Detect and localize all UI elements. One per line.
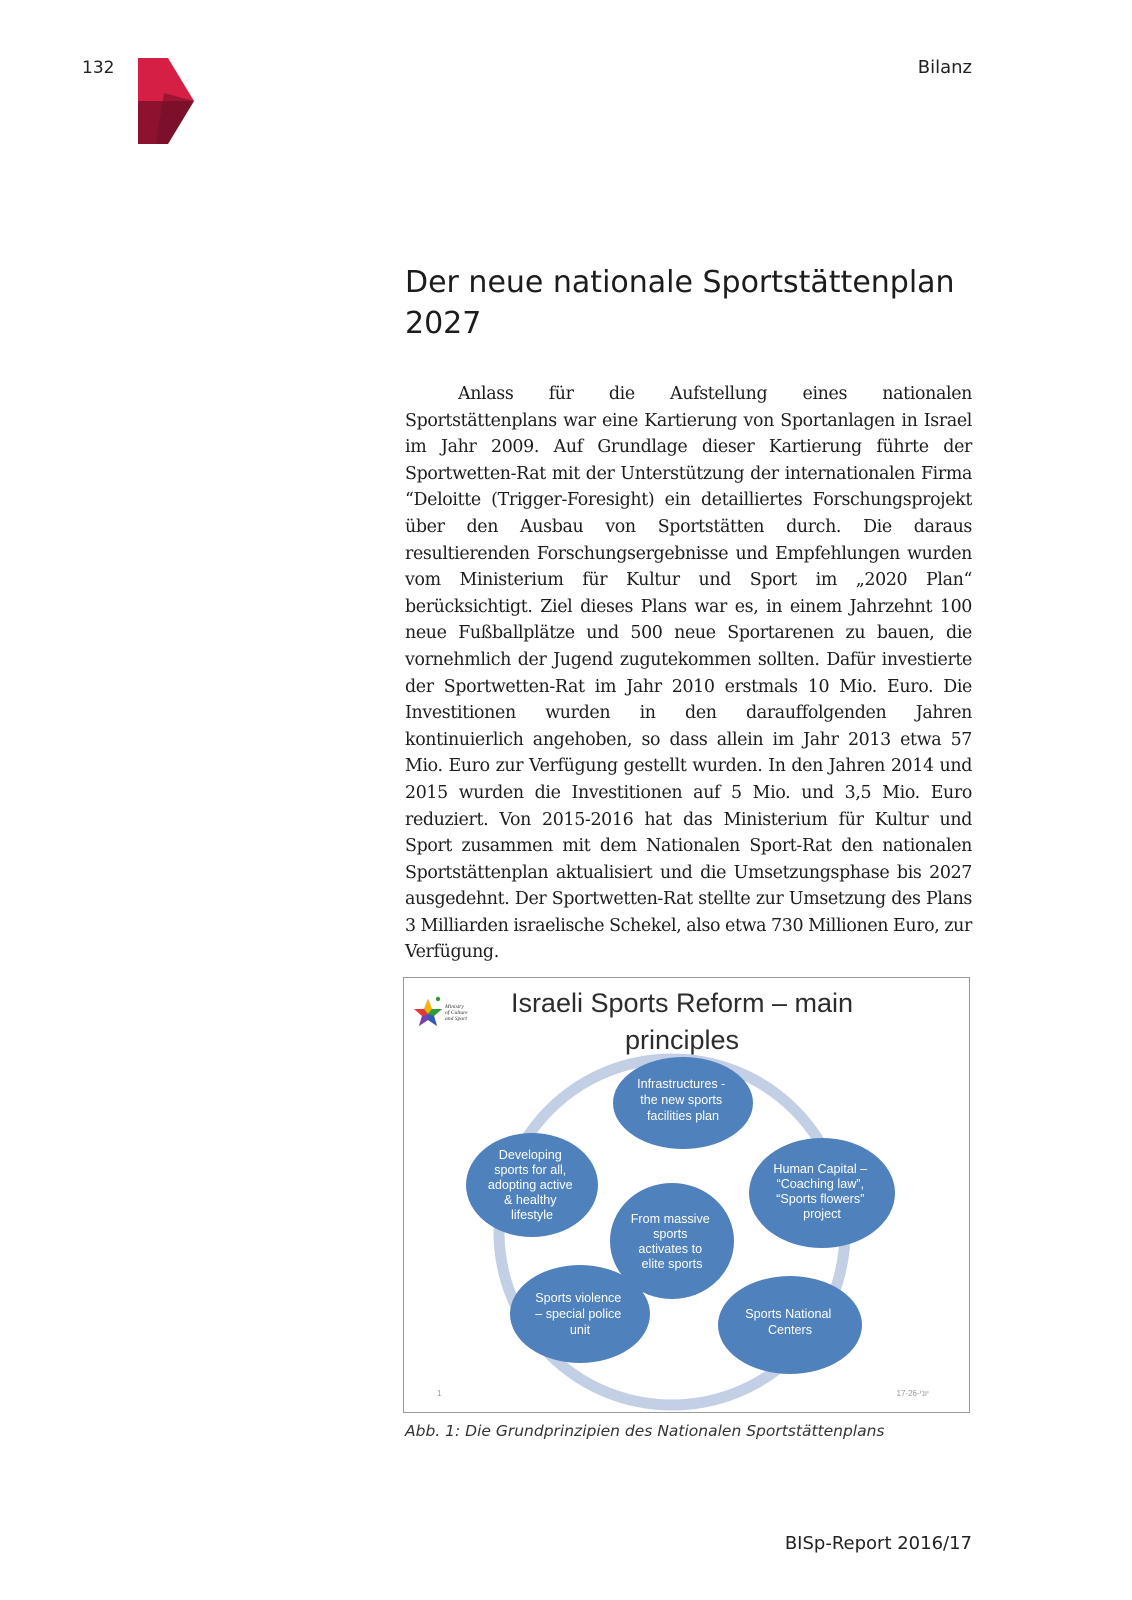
report-footer: BISp-Report 2016/17 <box>784 1533 972 1554</box>
ministry-star-icon <box>414 997 442 1026</box>
slide-number: 1 <box>437 1389 442 1398</box>
node-infrastructures-text: Infrastructures - the new sports facilities plan <box>637 1077 726 1123</box>
section-label: Bilanz <box>917 57 972 78</box>
title-line-2: 2027 <box>405 306 482 341</box>
page-number: 132 <box>82 58 115 78</box>
node-national-centers-text: Sports National Centers <box>745 1307 832 1337</box>
center-node-text: From massive sports activates to elite sports <box>630 1212 710 1271</box>
node-sports-violence-text: Sports violence – special police unit <box>535 1291 622 1337</box>
article-title <box>405 262 965 344</box>
article-body: Anlass für die Aufstellung eines nationalen Sportstättenplans war eine Kartierung von Sportanlagen in Israel im Jahr 2009. Auf Grundlage dieser Kartierung führte der Sportwetten-Rat mit der Unterstützung der internationalen Firma “Deloitte (Trigger-Foresight) ein detailliertes Forschungsprojekt über den Ausbau von Sportstätten durch. Die daraus resultierenden Forschungsergebnisse und Empfehlungen wurden vom Ministerium für Kultur und Sport im „2020 Plan“ berücksichtigt. Ziel dieses Plans war es, in einem Jahrzehnt 100 neue Fußballplätze und 500 neue Sportarenen zu bauen, die vornehmlich der Jugend zugutekommen sollten. Dafür investierte der Sportwetten-Rat im Jahr 2010 erstmals 10 Mio. Euro. Die Investitionen wurden in den darauffolgenden Jahren kontinuierlich angehoben, so dass allein im Jahr 2013 etwa 57 Mio. Euro zur Verfügung gestellt wurden. In den Jahren 2014 und 2015 wurden die Investitionen auf 5 Mio. und 3,5 Mio. Euro reduziert. Von 2015-2016 hat das Ministerium für Kultur und Sport zusammen mit dem Nationalen Sport-Rat den nationalen Sportstättenplan aktualisiert und die Umsetzungsphase bis 2027 ausgedehnt. Der Sportwetten-Rat stellte zur Umsetzung des Plans 3 Milliarden israelische Schekel, also etwa 730 Millionen Euro, zur Verfügung. <box>405 384 972 963</box>
figure-slide <box>403 977 970 1413</box>
slide-title-line-2: principles <box>624 1025 740 1055</box>
chevron-logo <box>138 58 194 144</box>
title-line-1: Der neue nationale Sportstättenplan <box>405 265 955 300</box>
node-sports-for-all-text: Developing sports for all, adopting active & healthy lifestyle <box>487 1148 573 1222</box>
logo-line: and Sport <box>445 1016 467 1022</box>
logo-line: Ministry <box>445 1004 464 1010</box>
node-human-capital-text: Human Capital – “Coaching law”, “Sports flowers” project <box>773 1162 868 1221</box>
figure-caption: Abb. 1: Die Grundprinzipien des Nationalen Sportstättenplans <box>405 1422 885 1440</box>
slide-title-line-1: Israeli Sports Reform – main <box>510 988 854 1018</box>
logo-line: of Culture <box>445 1010 468 1016</box>
slide-date: 17-יוני-26 <box>896 1389 929 1398</box>
